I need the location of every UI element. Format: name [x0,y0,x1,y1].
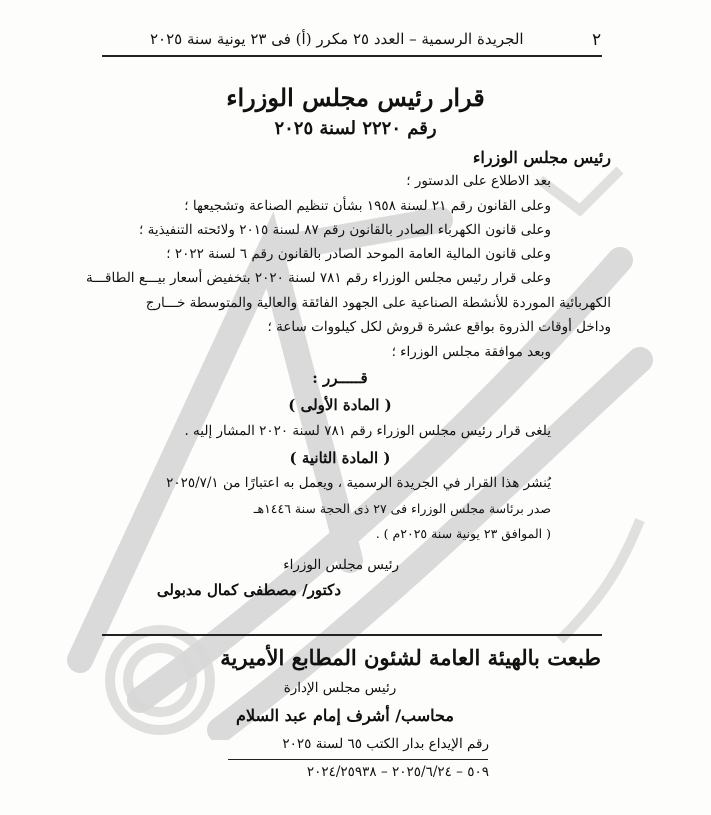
preamble-line: وعلى قرار رئيس مجلس الوزراء رقم ٧٨١ لسنة ٢٠٢٠ بتخفيض أسعار بيـــع الطاقـــة [85,270,551,286]
decree-title: قرار رئيس مجلس الوزراء [226,83,485,112]
article1-text: يلغى قرار رئيس مجلس الوزراء رقم ٧٨١ لسنة ٢٠٢٠ المشار إليه . [184,423,551,439]
footer-rule [102,634,602,636]
board-chair-name: محاسب/ أشرف إمام عبد السلام [236,706,454,725]
deposit-rule [228,759,488,760]
preamble-line: بعد الاطلاع على الدستور ؛ [406,173,551,189]
deposit-number: رقم الإيداع بدار الكتب ٦٥ لسنة ٢٠٢٥ [282,736,489,752]
page-number: ٢ [592,30,602,50]
preamble-line: الكهربائية الموردة للأنشطة الصناعية على الجهود الفائقة والعالية والمتوسطة خـــارج [145,295,611,311]
article1-title: ( المادة الأولى ) [288,396,392,414]
board-chair-title: رئيس مجلس الإدارة [283,680,397,696]
preamble-line: وعلى قانون الكهرباء الصادر بالقانون رقم ٨٧ لسنة ٢٠١٥ ولائحته التنفيذية ؛ [139,222,551,238]
preamble-line: وعلى قانون المالية العامة الموحد الصادر بالقانون رقم ٦ لسنة ٢٠٢٢ ؛ [166,246,551,262]
article2-text: يُنشر هذا القرار في الجريدة الرسمية ، ويعمل به اعتبارًا من ٢٠٢٥/٧/١ [166,475,551,491]
running-header: الجريدة الرسمية – العدد ٢٥ مكرر (أ) فى ٢٣ يونية سنة ٢٠٢٥ [150,30,524,48]
code-line: ٥٠٩ – ٢٠٢٥/٦/٢٤ – ٢٠٢٤/٢٥٩٣٨ [306,764,489,780]
decree-number: رقم ٢٢٢٠ لسنة ٢٠٢٥ [274,118,437,139]
signatory-title: رئيس مجلس الوزراء [283,557,399,573]
header-rule [102,55,602,57]
preamble-line: وعلى القانون رقم ٢١ لسنة ١٩٥٨ بشأن تنظيم الصناعة وتشجيعها ؛ [184,198,551,214]
issued-line: صدر برئاسة مجلس الوزراء فى ٢٧ ذى الحجة سنة ١٤٤٦هـ [253,501,551,516]
preamble-line: وبعد موافقة مجلس الوزراء ؛ [391,344,551,360]
signatory-name: دكتور/ مصطفى كمال مدبولى [156,581,341,599]
decided-heading: قـــــرر : [312,369,368,387]
preamble-line: وداخل أوقات الذروة بواقع عشرة قروش لكل كيلووات ساعة ؛ [267,319,611,335]
printer-line: طبعت بالهيئة العامة لشئون المطابع الأميرية [220,645,601,670]
issued-line-gregorian: ( الموافق ٢٣ يونية سنة ٢٠٢٥م ) . [375,526,551,541]
article2-title: ( المادة الثانية ) [289,449,391,467]
issuer-heading: رئيس مجلس الوزراء [472,148,611,167]
